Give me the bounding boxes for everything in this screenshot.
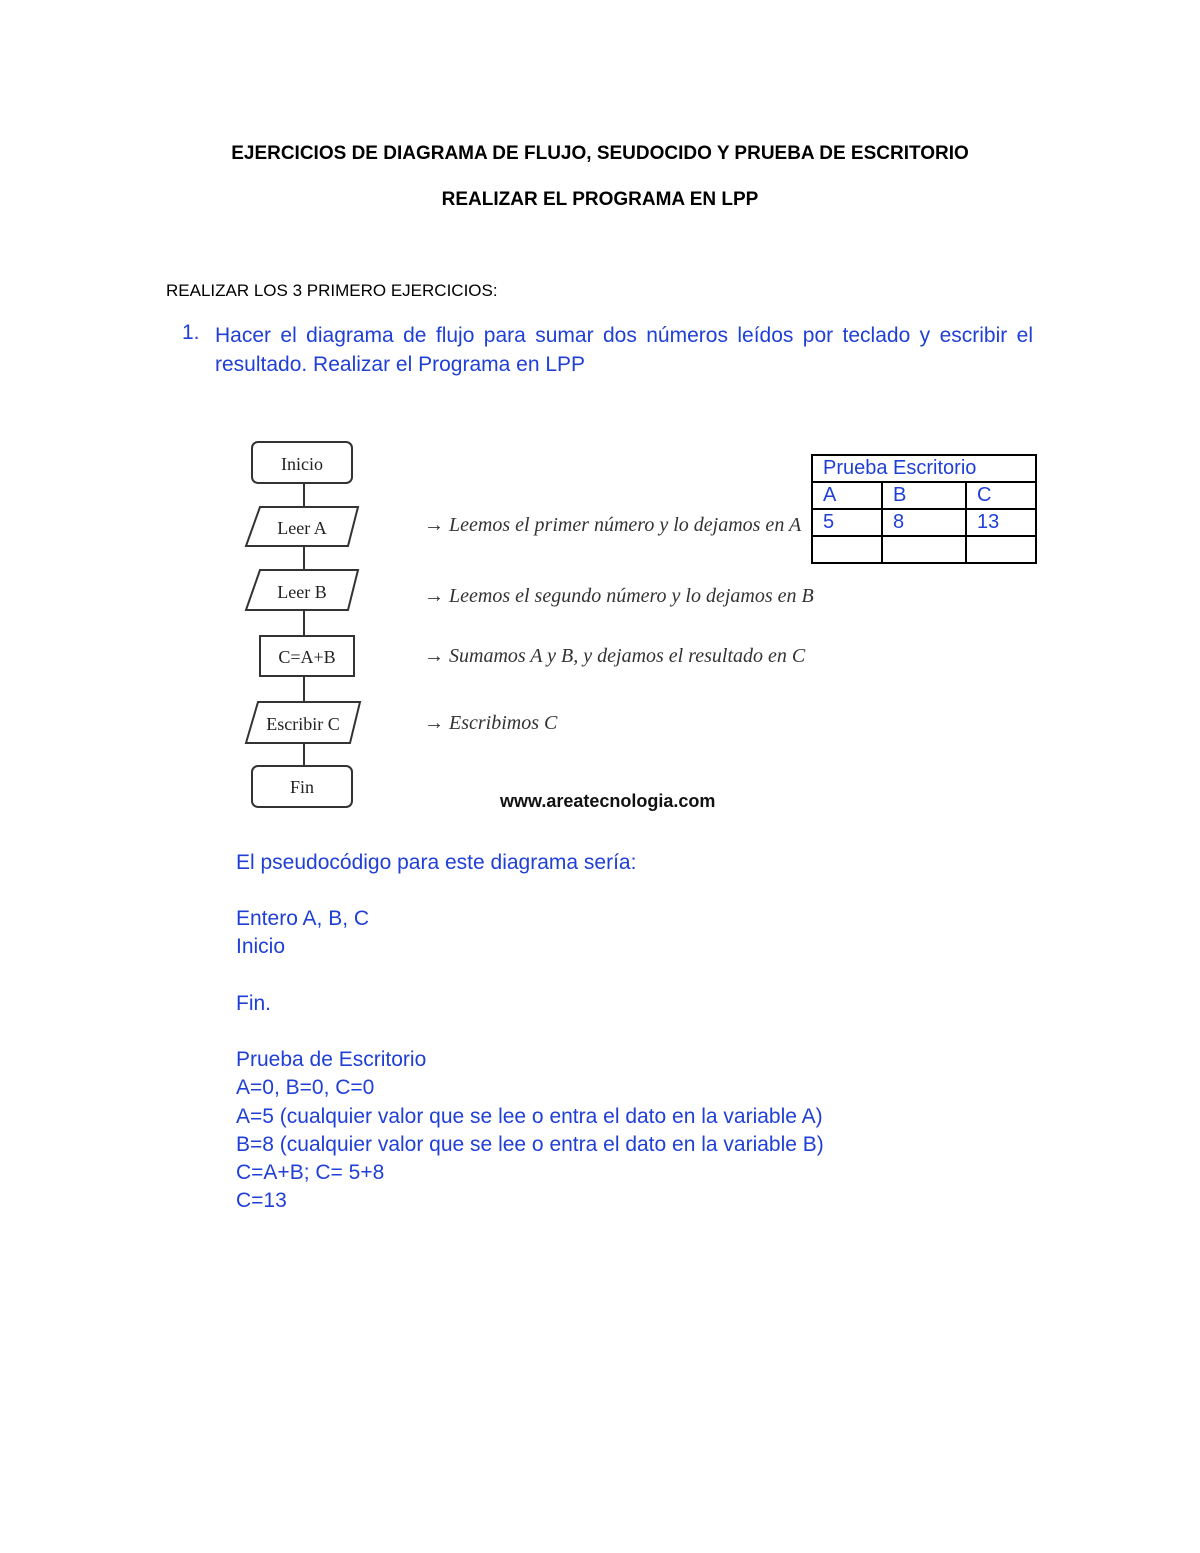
flow-annotation: → Leemos el segundo número y lo dejamos en B	[424, 585, 814, 607]
pseudocode-end: Fin.	[236, 992, 272, 1015]
desk-check-cell: 5	[812, 509, 882, 536]
desk-check-heading: Prueba de Escritorio	[236, 1048, 427, 1071]
page-subtitle: REALIZAR EL PROGRAMA EN LPP	[441, 189, 759, 210]
desk-check-cell: 8	[882, 509, 966, 536]
desk-check-line: C=13	[236, 1189, 287, 1212]
desk-check-line: A=5 (cualquier valor que se lee o entra el dato en la variable A)	[236, 1105, 823, 1128]
intro-text: REALIZAR LOS 3 PRIMERO EJERCICIOS:	[166, 281, 498, 300]
flow-step-label: Fin	[289, 777, 315, 797]
flow-step-label: Escribir C	[266, 714, 340, 734]
desk-check-line: B=8 (cualquier valor que se lee o entra el dato en la variable B)	[236, 1133, 824, 1156]
desk-check-table	[811, 454, 1037, 564]
flow-step-label: C=A+B	[278, 647, 336, 667]
pseudocode-declaration: Entero A, B, C	[236, 907, 370, 930]
flow-annotation: → Leemos el primer número y lo dejamos en A	[424, 514, 802, 536]
desk-check-title: Prueba Escritorio	[812, 455, 1036, 482]
desk-check-cell: 13	[966, 509, 1036, 536]
desk-check-line: C=A+B; C= 5+8	[236, 1161, 385, 1184]
flow-step-label: Leer A	[277, 518, 327, 538]
desk-check-header: C	[966, 482, 1036, 509]
flow-annotation: → Sumamos A y B, y dejamos el resultado en C	[424, 645, 806, 667]
exercise-number: 1.	[182, 321, 200, 344]
desk-check-header: B	[882, 482, 966, 509]
pseudocode-start: Inicio	[236, 935, 286, 958]
desk-check-empty-cell	[966, 536, 1036, 563]
desk-check-line: A=0, B=0, C=0	[236, 1076, 375, 1099]
desk-check-empty-cell	[882, 536, 966, 563]
desk-check-header: A	[812, 482, 882, 509]
page-title: EJERCICIOS DE DIAGRAMA DE FLUJO, SEUDOCIDO Y PRUEBA DE ESCRITORIO	[231, 143, 969, 164]
source-watermark: www.areatecnologia.com	[500, 791, 716, 811]
flow-step-label: Leer B	[277, 582, 327, 602]
flow-annotation: → Escribimos C	[424, 712, 558, 734]
pseudocode-intro: El pseudocódigo para este diagrama sería:	[236, 851, 637, 874]
exercise-statement: Hacer el diagrama de flujo para sumar dos números leídos por teclado y escribir el resultado. Realizar el Programa en LPP	[215, 324, 1033, 376]
flow-step-label: Inicio	[281, 454, 323, 474]
desk-check-empty-cell	[812, 536, 882, 563]
flowchart	[238, 434, 373, 814]
